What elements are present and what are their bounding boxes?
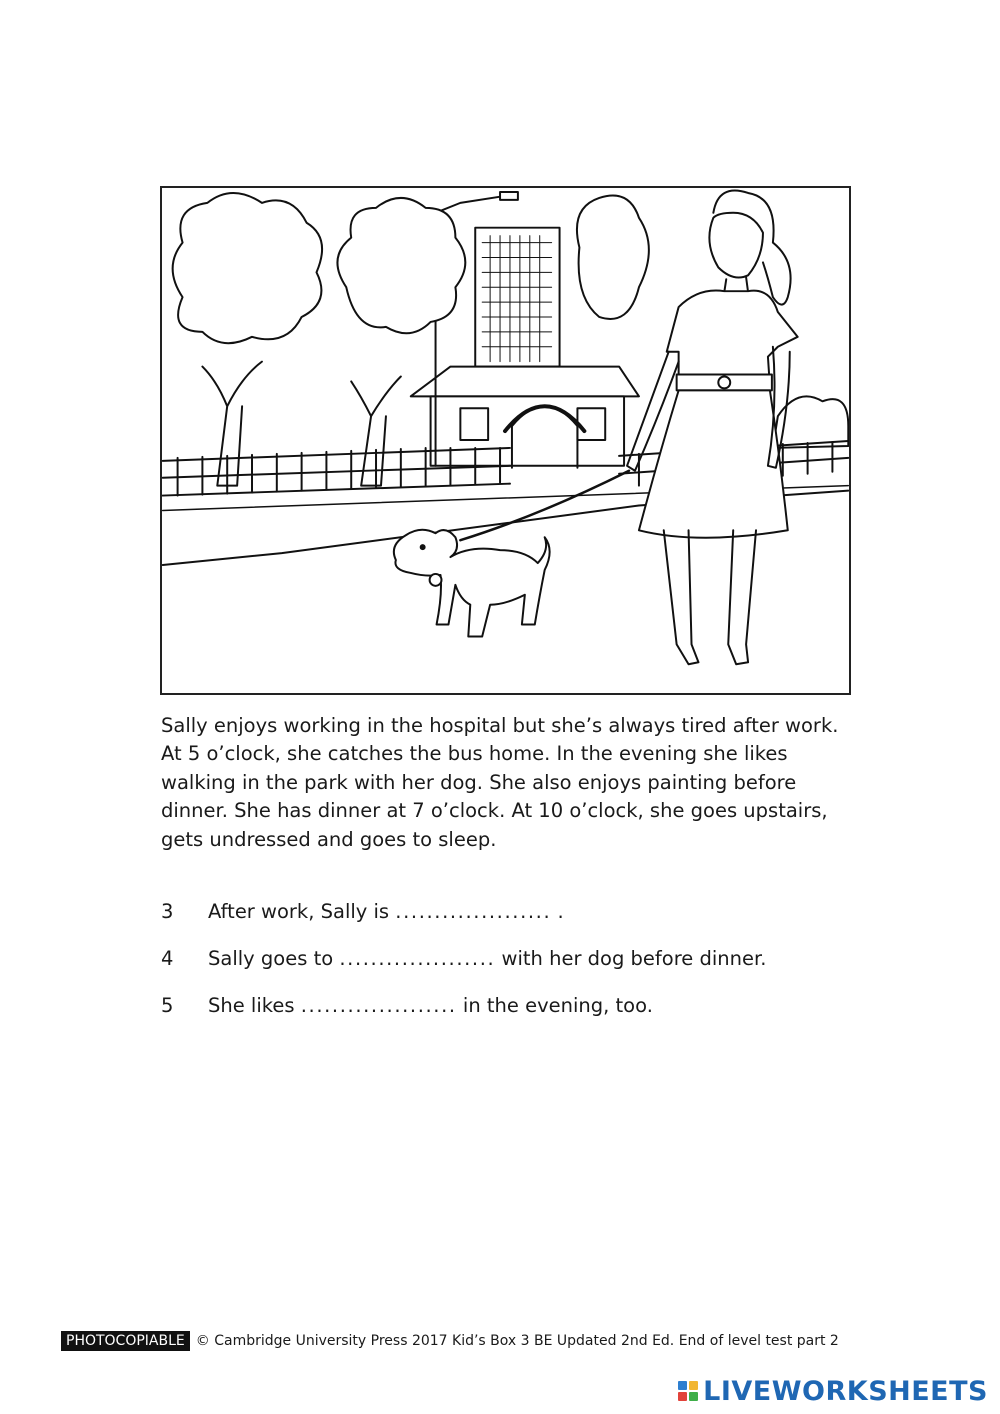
answer-blank[interactable]: ....................	[395, 900, 552, 923]
answer-blank[interactable]: ....................	[339, 947, 496, 970]
park-illustration	[160, 186, 851, 695]
question-text-after: .	[551, 900, 564, 923]
copyright-text: © Cambridge University Press 2017 Kid’s Box 3 BE Updated 2nd Ed. End of level test part 2	[195, 1333, 839, 1349]
footer	[61, 1330, 839, 1352]
question-number: 3	[161, 900, 174, 923]
answer-blank[interactable]: ....................	[300, 994, 457, 1017]
photocopiable-badge: PHOTOCOPIABLE	[61, 1331, 190, 1351]
reading-passage: Sally enjoys working in the hospital but she’s always tired after work. At 5 o’clock, she catches the bus home. In the evening she likes walking in the park with her dog. She also enjoys painting before dinner. She has dinner at 7 o’clock. At 10 o’clock, she goes upstairs, gets undressed and goes to sleep.	[161, 714, 839, 851]
liveworksheets-logo-icon	[678, 1381, 698, 1401]
question-number: 5	[161, 994, 174, 1017]
brand-name: LIVEWORKSHEETS	[703, 1375, 988, 1407]
liveworksheets-logo[interactable]	[678, 1375, 988, 1407]
question-number: 4	[161, 947, 174, 970]
question-text-before: After work, Sally is	[208, 900, 396, 923]
question-text-after: with her dog before dinner.	[495, 947, 767, 970]
question-text-before: She likes	[208, 994, 301, 1017]
woman-walking-dog-icon	[162, 188, 849, 693]
question-text-after: in the evening, too.	[456, 994, 653, 1017]
question-text-before: Sally goes to	[208, 947, 340, 970]
